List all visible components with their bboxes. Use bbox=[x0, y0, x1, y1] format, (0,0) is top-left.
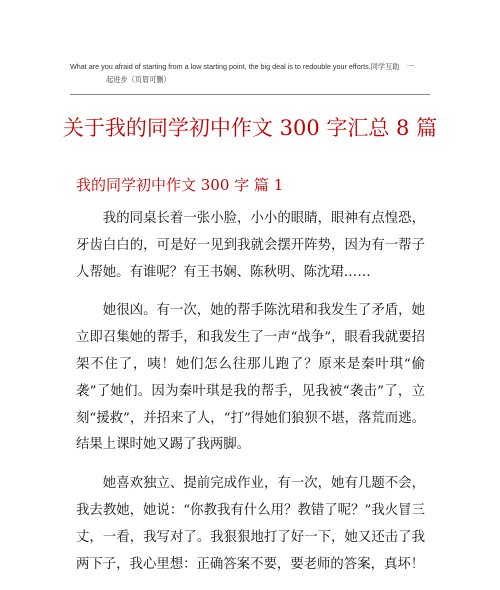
header-line-2: 起进步（页眉可删） bbox=[106, 75, 171, 84]
document-title: 关于我的同学初中作文 300 字汇总 8 篇 bbox=[62, 116, 438, 140]
page-header bbox=[70, 60, 430, 86]
body-paragraph: 我的同桌长着一张小脸，小小的眼睛，眼神有点惶恐，牙齿白白的，可是好一见到我就会摆开阵势，因为有一帮子人帮她。有谁呢？有王书娴、陈秋明、陈沈珺…… bbox=[76, 211, 425, 280]
header-divider bbox=[70, 94, 430, 95]
section-title: 我的同学初中作文 300 字 篇 1 bbox=[76, 176, 284, 194]
body-paragraph: 她喜欢独立、提前完成作业，有一次，她有几题不会，我去教她，她说：“你教我有什么用？教错了呢？”我火冒三丈，一看，我写对了。我狠狠地打了好一下，她又还击了我两下子，我心里想：正确答案不要，要老师的答案，真坏！ bbox=[76, 476, 425, 572]
body-paragraph: 她很凶。有一次，她的帮手陈沈珺和我发生了矛盾，她立即召集她的帮手，和我发生了一声“战争”，眼看我就要招架不住了，咦！她们怎么往那儿跑了？原来是秦叶琪“偷袭”了她们。因为秦叶琪是我的帮手，见我被“袭击”了，立刻“援救”，并招来了人，“打”得她们狼狈不堪，落荒而逃。结果上课时她又踢了我两脚。 bbox=[76, 303, 425, 453]
header-line-1: What are you afraid of starting from a low starting point, the big deal is to redouble your efforts.同学互助 一 bbox=[70, 62, 414, 71]
document-body bbox=[76, 206, 425, 590]
